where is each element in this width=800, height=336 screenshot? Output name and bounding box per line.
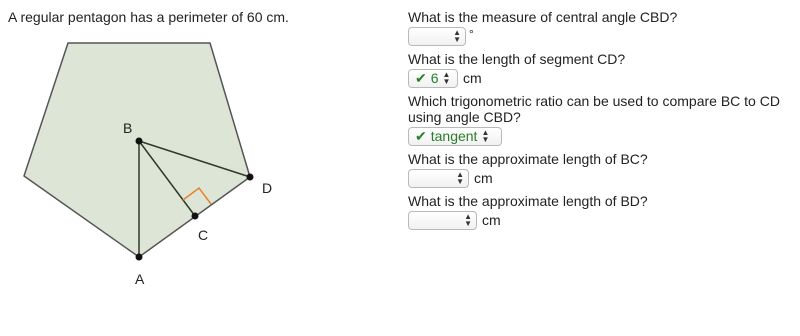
question-prompt: What is the length of segment CD? (408, 51, 626, 67)
problem-statement: A regular pentagon has a perimeter of 60 cm. (8, 9, 289, 25)
up-down-arrows-icon: ▲ ▼ (453, 28, 461, 44)
central-angle-select[interactable] (408, 27, 466, 46)
up-down-arrows-icon: ▲ ▼ (456, 170, 464, 186)
question-cd-length (408, 51, 793, 88)
question-trig-ratio (408, 93, 793, 146)
unit-cm: cm (474, 170, 493, 186)
question-panel (408, 9, 793, 235)
cd-length-select[interactable] (408, 69, 458, 88)
up-down-arrows-icon: ▲ ▼ (464, 212, 472, 228)
question-bc-length (408, 151, 793, 188)
pentagon-shape (24, 43, 250, 257)
question-bd-length (408, 193, 793, 230)
label-b: B (123, 120, 133, 136)
point-c (192, 213, 199, 220)
up-down-arrows-icon: ▲ ▼ (442, 70, 451, 86)
question-prompt: Which trigonometric ratio can be used to compare BC to CD using angle CBD? (408, 93, 780, 125)
question-central-angle (408, 9, 793, 46)
check-icon: ✔ (415, 127, 427, 144)
label-a: A (135, 271, 145, 287)
bd-length-select[interactable] (408, 211, 477, 230)
unit-cm: cm (482, 212, 501, 228)
bc-length-select[interactable] (408, 169, 469, 188)
question-prompt: What is the approximate length of BD? (408, 193, 648, 209)
up-down-arrows-icon: ▲ ▼ (481, 128, 490, 144)
label-d: D (262, 180, 273, 196)
unit-degree: ° (469, 27, 474, 41)
point-a (136, 254, 143, 261)
unit-cm: cm (463, 70, 482, 86)
label-c: C (198, 227, 209, 243)
selected-value: tangent (430, 128, 478, 144)
selected-value: 6 (430, 70, 439, 86)
trig-ratio-select[interactable] (408, 127, 502, 146)
question-prompt: What is the approximate length of BC? (408, 151, 648, 167)
point-d (247, 174, 254, 181)
question-prompt: What is the measure of central angle CBD? (408, 9, 678, 25)
point-b (136, 138, 143, 145)
check-icon: ✔ (415, 69, 427, 86)
